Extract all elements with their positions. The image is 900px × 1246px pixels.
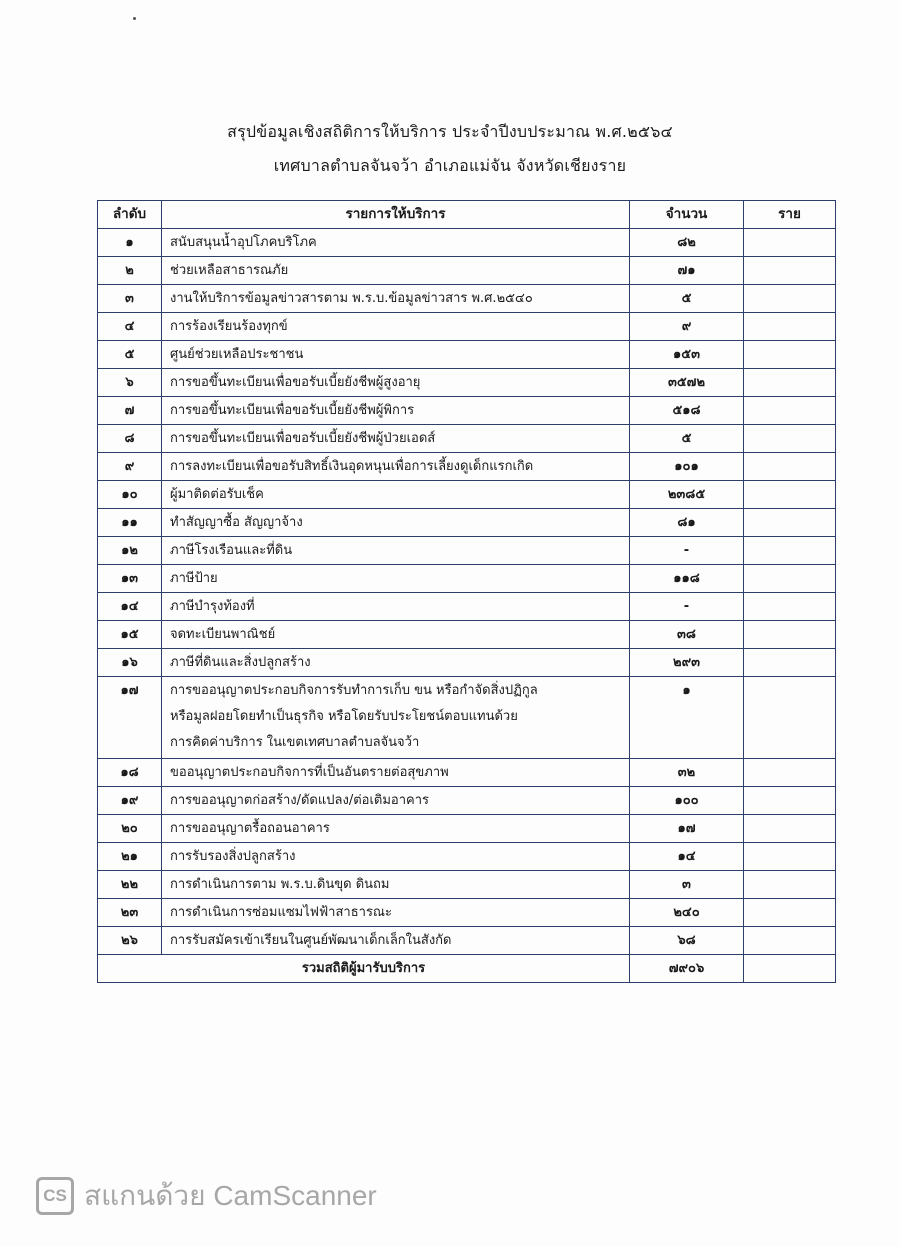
table-row (98, 843, 836, 871)
service-item: ขออนุญาตประกอบกิจการที่เป็นอันตรายต่อสุขภาพ (162, 759, 630, 787)
table-row (98, 815, 836, 843)
row-number: ๒๓ (98, 899, 162, 927)
unit-cell (744, 369, 836, 397)
service-count: ๕ (630, 285, 744, 313)
service-count: ๕๑๘ (630, 397, 744, 425)
service-item: งานให้บริการข้อมูลข่าวสารตาม พ.ร.บ.ข้อมูลข่าวสาร พ.ศ.๒๕๔๐ (162, 285, 630, 313)
row-number: ๑๖ (98, 649, 162, 677)
row-number: ๒ (98, 257, 162, 285)
unit-cell (744, 927, 836, 955)
row-number: ๖ (98, 369, 162, 397)
service-item: ศูนย์ช่วยเหลือประชาชน (162, 341, 630, 369)
service-count: ๓๒ (630, 759, 744, 787)
watermark-text: สแกนด้วย CamScanner (84, 1180, 377, 1211)
row-number: ๒๖ (98, 927, 162, 955)
total-unit-cell (744, 955, 836, 983)
table-row (98, 481, 836, 509)
unit-cell (744, 843, 836, 871)
service-count: ๒๙๓ (630, 649, 744, 677)
service-count: ๗๑ (630, 257, 744, 285)
service-item: การขออนุญาตก่อสร้าง/ดัดแปลง/ต่อเติมอาคาร (162, 787, 630, 815)
table-header-row (98, 201, 836, 229)
service-count: ๕ (630, 425, 744, 453)
camscanner-logo-icon: CS (36, 1177, 74, 1215)
service-item: ภาษีบำรุงท้องที่ (162, 593, 630, 621)
row-number: ๑๘ (98, 759, 162, 787)
table-row (98, 677, 836, 759)
table-row (98, 313, 836, 341)
unit-cell (744, 899, 836, 927)
service-item-line: การคิดค่าบริการ ในเขตเทศบาลตำบลจันจว้า (170, 735, 420, 750)
row-number: ๔ (98, 313, 162, 341)
statistics-table (97, 200, 836, 983)
service-item: การรับสมัครเข้าเรียนในศูนย์พัฒนาเด็กเล็กในสังกัด (162, 927, 630, 955)
table-row (98, 257, 836, 285)
unit-cell (744, 481, 836, 509)
unit-cell (744, 593, 836, 621)
service-count: ๓ (630, 871, 744, 899)
unit-cell (744, 677, 836, 759)
service-item-line: การขออนุญาตประกอบกิจการรับทำการเก็บ ขน หรือกำจัดสิ่งปฏิกูล (170, 683, 538, 698)
unit-cell (744, 871, 836, 899)
unit-cell (744, 341, 836, 369)
service-item: ผู้มาติดต่อรับเช็ค (162, 481, 630, 509)
service-item: ภาษีที่ดินและสิ่งปลูกสร้าง (162, 649, 630, 677)
total-count: ๗๙๐๖ (630, 955, 744, 983)
service-item: การลงทะเบียนเพื่อขอรับสิทธิ์เงินอุดหนุนเพื่อการเลี้ยงดูเด็กแรกเกิด (162, 453, 630, 481)
service-item: การดำเนินการตาม พ.ร.บ.ดินขุด ดินถม (162, 871, 630, 899)
table-row (98, 787, 836, 815)
row-number: ๑๔ (98, 593, 162, 621)
row-number: ๙ (98, 453, 162, 481)
service-count: - (630, 537, 744, 565)
table-row (98, 649, 836, 677)
service-item: การรับรองสิ่งปลูกสร้าง (162, 843, 630, 871)
row-number: ๘ (98, 425, 162, 453)
service-item: ภาษีโรงเรือนและที่ดิน (162, 537, 630, 565)
table-row (98, 593, 836, 621)
service-count: ๒๓๘๕ (630, 481, 744, 509)
service-count: ๑๗ (630, 815, 744, 843)
table-row (98, 453, 836, 481)
unit-cell (744, 509, 836, 537)
table-row (98, 565, 836, 593)
service-count: ๘๒ (630, 229, 744, 257)
service-item (162, 677, 630, 759)
service-item: ภาษีป้าย (162, 565, 630, 593)
row-number: ๗ (98, 397, 162, 425)
service-count: ๖๘ (630, 927, 744, 955)
row-number: ๑๑ (98, 509, 162, 537)
row-number: ๕ (98, 341, 162, 369)
service-count: - (630, 593, 744, 621)
service-count: ๑๑๘ (630, 565, 744, 593)
table-row (98, 285, 836, 313)
row-number: ๑๓ (98, 565, 162, 593)
table-row (98, 621, 836, 649)
unit-cell (744, 425, 836, 453)
page-subtitle: เทศบาลตำบลจันจว้า อำเภอแม่จัน จังหวัดเชียงราย (273, 156, 627, 175)
service-count: ๑๐๐ (630, 787, 744, 815)
column-header-item: รายการให้บริการ (162, 201, 630, 229)
page-title: สรุปข้อมูลเชิงสถิติการให้บริการ ประจำปีงบประมาณ พ.ศ.๒๕๖๔ (227, 122, 673, 141)
table-row (98, 229, 836, 257)
unit-cell (744, 649, 836, 677)
unit-cell (744, 313, 836, 341)
column-header-no: ลำดับ (98, 201, 162, 229)
row-number: ๑๗ (98, 677, 162, 759)
table-row (98, 397, 836, 425)
service-count: ๘๑ (630, 509, 744, 537)
unit-cell (744, 787, 836, 815)
service-item: สนับสนุนน้ำอุปโภคบริโภค (162, 229, 630, 257)
service-count: ๑ (630, 677, 744, 759)
row-number: ๒๑ (98, 843, 162, 871)
table-row (98, 341, 836, 369)
unit-cell (744, 565, 836, 593)
row-number: ๒๒ (98, 871, 162, 899)
unit-cell (744, 759, 836, 787)
table-row (98, 759, 836, 787)
column-header-unit: ราย (744, 201, 836, 229)
total-row (98, 955, 836, 983)
unit-cell (744, 815, 836, 843)
service-count: ๓๕๗๒ (630, 369, 744, 397)
row-number: ๑๐ (98, 481, 162, 509)
table-row (98, 369, 836, 397)
unit-cell (744, 229, 836, 257)
table-row (98, 509, 836, 537)
row-number: ๑๕ (98, 621, 162, 649)
service-item: การดำเนินการซ่อมแซมไฟฟ้าสาธารณะ (162, 899, 630, 927)
service-item: การขอขึ้นทะเบียนเพื่อขอรับเบี้ยยังชีพผู้พิการ (162, 397, 630, 425)
unit-cell (744, 537, 836, 565)
service-item: การขอขึ้นทะเบียนเพื่อขอรับเบี้ยยังชีพผู้สูงอายุ (162, 369, 630, 397)
camscanner-watermark (36, 1174, 377, 1218)
service-count: ๑๕๓ (630, 341, 744, 369)
table-row (98, 927, 836, 955)
unit-cell (744, 257, 836, 285)
service-item-line: หรือมูลฝอยโดยทำเป็นธุรกิจ หรือโดยรับประโยชน์ตอบแทนด้วย (170, 709, 518, 724)
service-count: ๙ (630, 313, 744, 341)
service-item: ทำสัญญาซื้อ สัญญาจ้าง (162, 509, 630, 537)
row-number: ๓ (98, 285, 162, 313)
service-count: ๑๐๑ (630, 453, 744, 481)
service-item: การร้องเรียนร้องทุกข์ (162, 313, 630, 341)
table-row (98, 871, 836, 899)
unit-cell (744, 285, 836, 313)
row-number: ๑ (98, 229, 162, 257)
unit-cell (744, 621, 836, 649)
service-count: ๓๘ (630, 621, 744, 649)
column-header-count: จำนวน (630, 201, 744, 229)
row-number: ๑๒ (98, 537, 162, 565)
total-label: รวมสถิติผู้มารับบริการ (98, 955, 630, 983)
table-row (98, 425, 836, 453)
service-item: การขอขึ้นทะเบียนเพื่อขอรับเบี้ยยังชีพผู้ป่วยเอดส์ (162, 425, 630, 453)
unit-cell (744, 397, 836, 425)
service-count: ๒๔๐ (630, 899, 744, 927)
table-row (98, 899, 836, 927)
unit-cell (744, 453, 836, 481)
row-number: ๒๐ (98, 815, 162, 843)
table-row (98, 537, 836, 565)
service-item: การขออนุญาตรื้อถอนอาคาร (162, 815, 630, 843)
service-item: ช่วยเหลือสาธารณภัย (162, 257, 630, 285)
row-number: ๑๙ (98, 787, 162, 815)
service-item: จดทะเบียนพาณิชย์ (162, 621, 630, 649)
speck (133, 17, 136, 20)
service-count: ๑๔ (630, 843, 744, 871)
